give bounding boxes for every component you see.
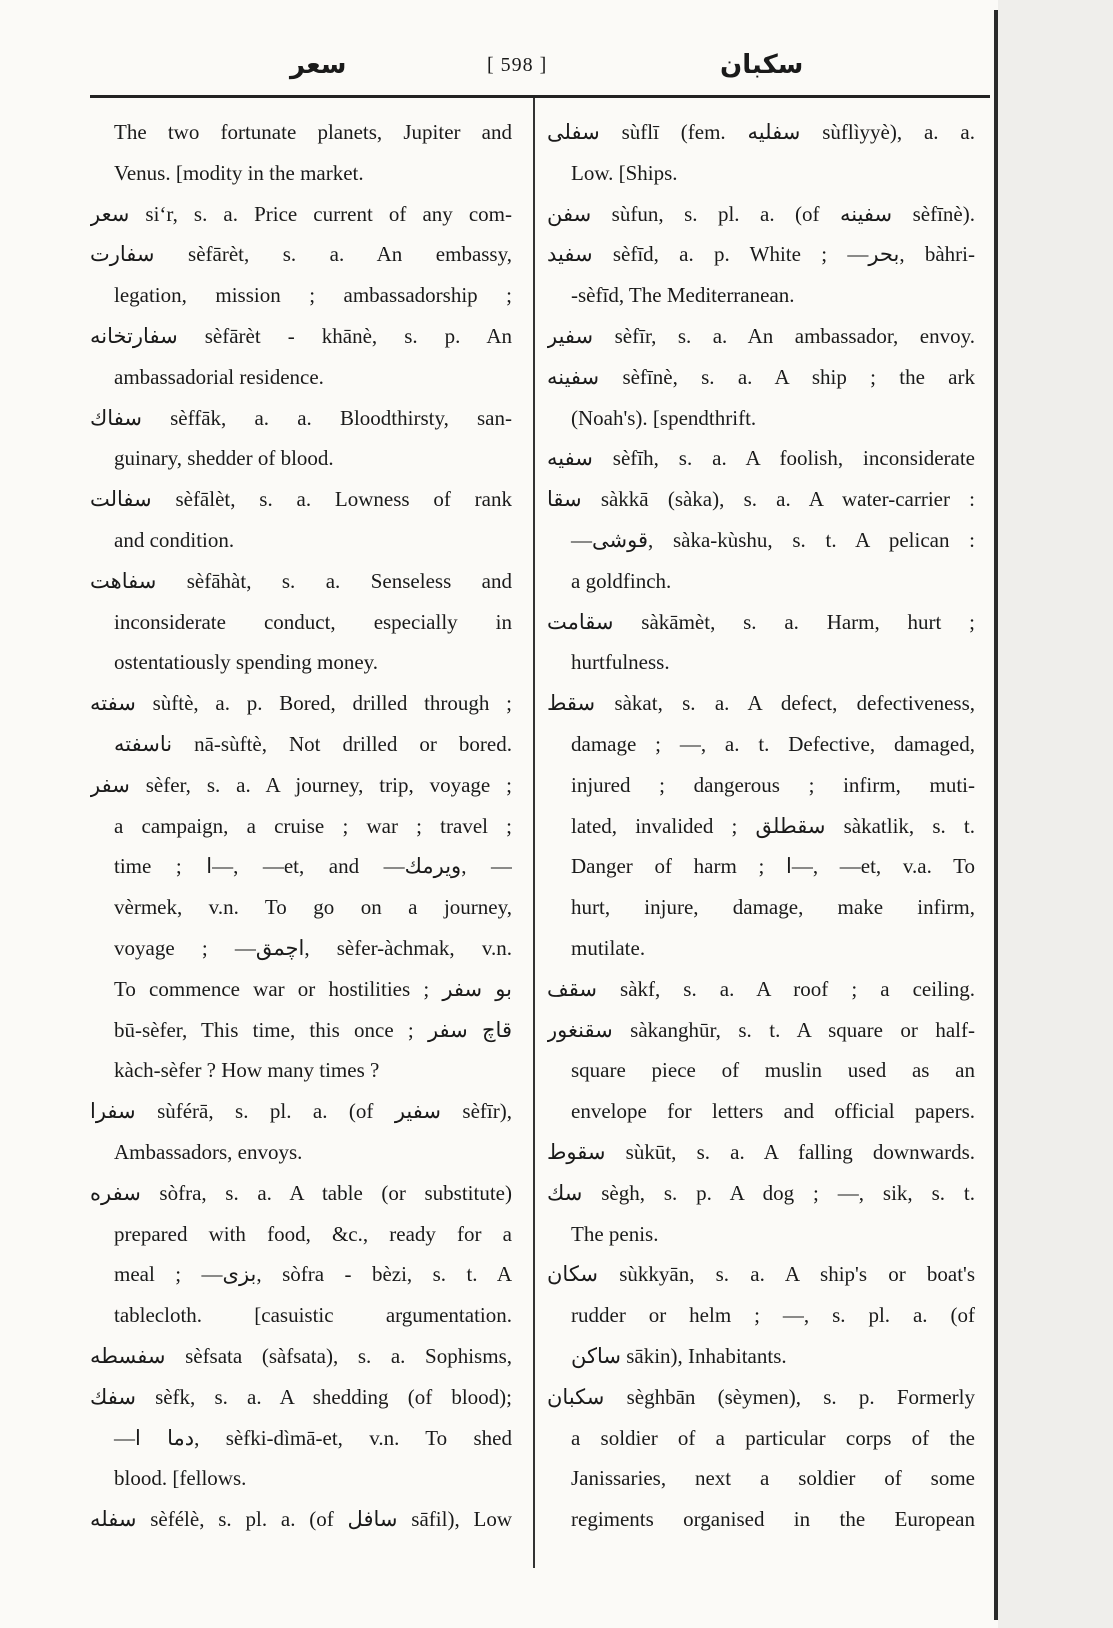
dictionary-line: ostentatiously spending money. xyxy=(114,650,379,675)
dictionary-line: a soldier of a particular corps of the xyxy=(571,1425,975,1450)
dictionary-line: سفر sèfer, s. a. A journey, trip, voyage ; xyxy=(90,772,512,797)
dictionary-line: injured ; dangerous ; infirm, muti- xyxy=(571,772,975,797)
right-column xyxy=(547,112,975,1540)
dictionary-line: a goldfinch. xyxy=(571,568,672,593)
dictionary-line: سفله sèfélè, s. pl. a. (of سافل sāfil), Low xyxy=(90,1507,512,1532)
dictionary-line: guinary, shedder of blood. xyxy=(114,446,334,471)
dictionary-line: Venus. [modity in the market. xyxy=(114,160,364,185)
page-edge-line xyxy=(994,10,998,1620)
dictionary-line: سفاهت sèfāhàt, s. a. Senseless and xyxy=(90,568,512,593)
dictionary-line: Janissaries, next a soldier of some xyxy=(571,1466,975,1491)
dictionary-line: rudder or helm ; —, s. pl. a. (of xyxy=(571,1303,975,1328)
dictionary-line: سفيد sèfīd, a. p. White ; —بحر, bàhri- xyxy=(547,242,975,267)
dictionary-line: سقامت sàkāmèt, s. a. Harm, hurt ; xyxy=(547,609,975,634)
dictionary-line: time ; ا—, —et, and —ويرمك, — xyxy=(114,854,512,879)
dictionary-line: regiments organised in the European xyxy=(571,1507,975,1532)
dictionary-line: envelope for letters and official papers. xyxy=(571,1099,975,1124)
dictionary-line: To commence war or hostilities ; بو سفر xyxy=(114,976,512,1001)
dictionary-line: سفرا sùférā, s. pl. a. (of سفير sèfīr), xyxy=(90,1099,512,1124)
dictionary-line: prepared with food, &c., ready for a xyxy=(114,1221,512,1246)
dictionary-line: mutilate. xyxy=(571,935,646,960)
dictionary-line: The penis. xyxy=(571,1221,659,1246)
dictionary-line: hurt, injure, damage, make infirm, xyxy=(571,895,975,920)
dictionary-line: سقط sàkat, s. a. A defect, defectiveness, xyxy=(547,691,975,716)
dictionary-line: The two fortunate planets, Jupiter and xyxy=(114,120,512,144)
header-rule xyxy=(90,95,990,98)
dictionary-line: سك sègh, s. p. A dog ; —, sik, s. t. xyxy=(547,1180,975,1205)
page-number: [ 598 ] xyxy=(487,54,548,76)
dictionary-line: bū-sèfer, This time, this once ; قاچ سفر xyxy=(114,1017,512,1042)
left-column xyxy=(90,112,512,1540)
dictionary-line: سقوط sùkūt, s. a. A falling downwards. xyxy=(547,1139,975,1164)
dictionary-line: سفينه sèfīnè, s. a. A ship ; the ark xyxy=(547,364,975,389)
dictionary-line: سفارت sèfārèt, s. a. An embassy, xyxy=(90,242,512,267)
dictionary-line: سفارتخانه sèfārèt - khānè, s. p. An xyxy=(90,323,512,348)
dictionary-line: سفك sèfk, s. a. A shedding (of blood); xyxy=(90,1384,512,1409)
dictionary-line: ambassadorial residence. xyxy=(114,364,324,389)
page-margin-shade xyxy=(998,0,1113,1628)
header-left-word: سعر xyxy=(290,50,347,80)
dictionary-line: سفن sùfun, s. pl. a. (of سفينه sèfīnè). xyxy=(547,201,975,226)
dictionary-line: سقنغور sàkanghūr, s. t. A square or half- xyxy=(547,1017,975,1042)
dictionary-line: ناسفته nā-sùftè, Not drilled or bored. xyxy=(114,731,512,756)
dictionary-line: Danger of harm ; ا—, —et, v.a. To xyxy=(571,854,975,879)
dictionary-line: Ambassadors, envoys. xyxy=(114,1139,303,1164)
dictionary-line: سقف sàkf, s. a. A roof ; a ceiling. xyxy=(547,976,975,1001)
dictionary-line: -sèfīd, The Mediterranean. xyxy=(571,283,795,308)
dictionary-line: سفالت sèfālèt, s. a. Lowness of rank xyxy=(90,487,512,512)
dictionary-line: سفير sèfīr, s. a. An ambassador, envoy. xyxy=(547,323,975,348)
dictionary-line: tablecloth. [casuistic argumentation. xyxy=(114,1303,512,1328)
dictionary-line: voyage ; —اچمق, sèfer-àchmak, v.n. xyxy=(114,935,512,960)
dictionary-line: blood. [fellows. xyxy=(114,1466,247,1491)
page-header xyxy=(90,46,990,90)
dictionary-line: سفيه sèfīh, s. a. A foolish, inconsiderate xyxy=(547,446,975,471)
dictionary-line: سفاك sèffāk, a. a. Bloodthirsty, san- xyxy=(90,405,512,430)
dictionary-line: a campaign, a cruise ; war ; travel ; xyxy=(114,813,512,838)
dictionary-line: inconsiderate conduct, especially in xyxy=(114,609,512,634)
dictionary-line: Low. [Ships. xyxy=(571,160,678,185)
dictionary-line: and condition. xyxy=(114,527,235,552)
dictionary-line: (Noah's). [spendthrift. xyxy=(571,405,757,430)
dictionary-line: سقا sàkkā (sàka), s. a. A water-carrier : xyxy=(547,487,975,512)
dictionary-line: سفسطه sèfsata (sàfsata), s. a. Sophisms, xyxy=(90,1343,512,1368)
dictionary-line: سفته sùftè, a. p. Bored, drilled through ; xyxy=(90,691,512,716)
dictionary-line: سکان sùkkyān, s. a. A ship's or boat's xyxy=(547,1262,975,1287)
dictionary-line: vèrmek, v.n. To go on a journey, xyxy=(114,895,512,920)
dictionary-line: سکبان sèghbān (sèymen), s. p. Formerly xyxy=(547,1384,975,1409)
dictionary-line: legation, mission ; ambassadorship ; xyxy=(114,283,512,308)
dictionary-line: square piece of muslin used as an xyxy=(571,1058,975,1083)
dictionary-line: —قوشى, sàka-kùshu, s. t. A pelican : xyxy=(571,527,975,552)
dictionary-line: kàch-sèfer ? How many times ? xyxy=(114,1058,380,1083)
dictionary-line: damage ; —, a. t. Defective, damaged, xyxy=(571,731,975,756)
dictionary-line: hurtfulness. xyxy=(571,650,670,675)
dictionary-line: meal ; —بزى, sòfra - bèzi, s. t. A xyxy=(114,1262,512,1287)
dictionary-line: lated, invalided ; سقطلق sàkatlik, s. t. xyxy=(571,813,975,838)
dictionary-line: —دما ا, sèfki-dìmā-et, v.n. To shed xyxy=(114,1425,512,1450)
dictionary-line: سفلى sùflī (fem. سفليه sùflìyyè), a. a. xyxy=(547,120,975,144)
dictionary-line: سفره sòfra, s. a. A table (or substitute) xyxy=(90,1180,512,1205)
dictionary-line: سعر si‘r, s. a. Price current of any com- xyxy=(90,201,512,226)
header-right-word: سکبان xyxy=(720,50,804,80)
column-divider xyxy=(533,98,535,1568)
dictionary-line: ساکن sākin), Inhabitants. xyxy=(571,1343,787,1368)
